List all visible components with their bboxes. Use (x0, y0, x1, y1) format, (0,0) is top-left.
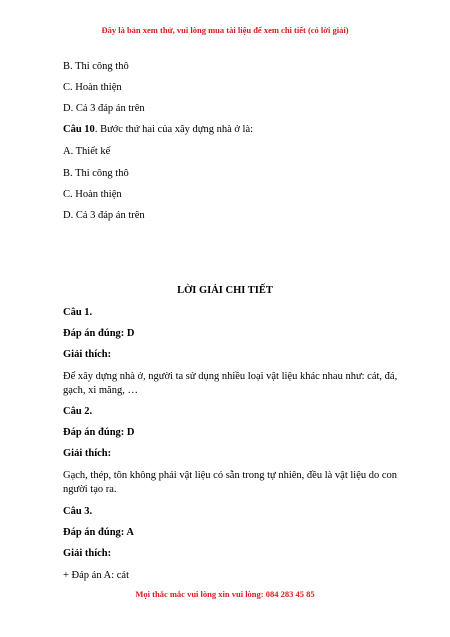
q9-option-b: B. Thi công thô (63, 61, 129, 72)
q10-option-d: D. Cả 3 đáp án trên (63, 210, 145, 221)
answer-2-explain-label: Giải thích: (63, 448, 112, 459)
answer-1-explanation: Để xây dựng nhà ở, người ta sử dụng nhiều loại vật liệu khác nhau như: cát, đá, gạch, xi măng, … (63, 371, 398, 396)
answer-3-explain-label: Giải thích: (63, 548, 112, 559)
answer-1-correct: Đáp án đúng: D (63, 328, 135, 339)
q10-option-b: B. Thi công thô (63, 168, 129, 179)
answer-3-explanation: + Đáp án A: cát (63, 570, 129, 581)
preview-notice-banner: Đây là bản xem thử, vui lòng mua tài liệu để xem chi tiết (có lời giải) (101, 25, 349, 35)
q10-option-a: A. Thiết kế (63, 146, 111, 157)
answer-1-explain-label: Giải thích: (63, 349, 112, 360)
q10-label: Câu 10 (63, 124, 95, 135)
q10-option-c: C. Hoàn thiện (63, 189, 122, 200)
q9-option-c: C. Hoàn thiện (63, 82, 122, 93)
q9-option-d: D. Cả 3 đáp án trên (63, 103, 145, 114)
answer-2-explanation: Gạch, thép, tôn không phải vật liệu có sẵn trong tự nhiên, đều là vật liệu do con người tạo ra. (63, 470, 398, 495)
q10-stem (63, 123, 253, 137)
solutions-title: LỜI GIẢI CHI TIẾT (177, 285, 273, 296)
answer-2-correct: Đáp án đúng: D (63, 427, 135, 438)
answer-2-question: Câu 2. (63, 406, 93, 417)
answer-3-correct: Đáp án đúng: A (63, 527, 134, 538)
q10-text: . Bước thứ hai của xây dựng nhà ở là: (94, 124, 254, 135)
answer-3-question: Câu 3. (63, 506, 93, 517)
contact-footer-banner: Mọi thắc mắc vui lòng xin vui lòng: 084 283 45 85 (135, 589, 315, 599)
answer-1-question: Câu 1. (63, 307, 93, 318)
